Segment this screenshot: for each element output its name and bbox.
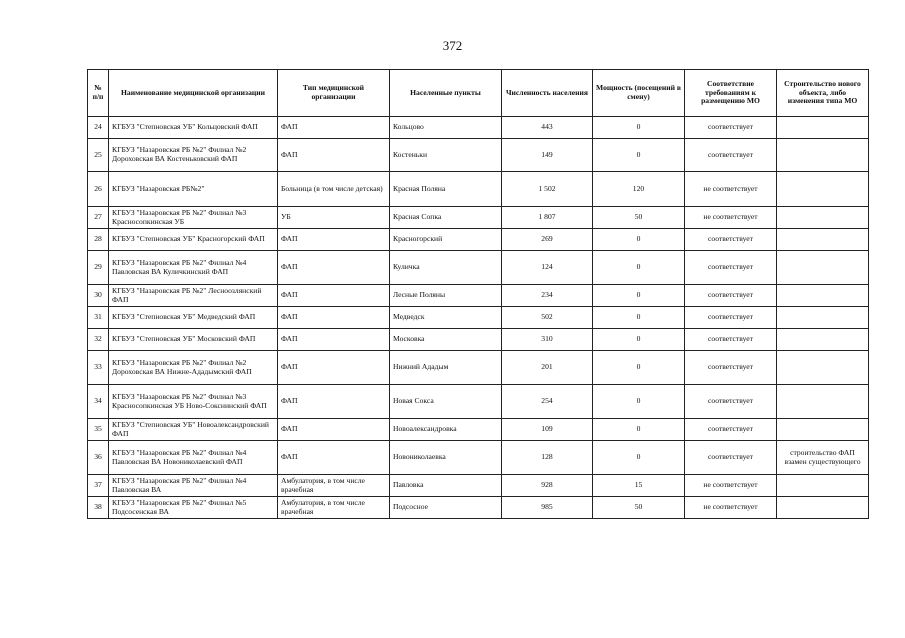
organization-type-cell: Больница (в том числе детская) [278, 172, 390, 207]
construction-cell [777, 172, 869, 207]
construction-cell [777, 307, 869, 329]
capacity-cell: 50 [593, 497, 685, 519]
organization-type-cell: ФАП [278, 419, 390, 441]
organization-type-cell: ФАП [278, 229, 390, 251]
row-number-cell: 34 [88, 385, 109, 419]
row-number-cell: 28 [88, 229, 109, 251]
table-row [88, 139, 869, 172]
population-cell: 124 [502, 251, 593, 285]
organization-name-cell: КГБУЗ "Степновская УБ" Новоалександровский ФАП [109, 419, 278, 441]
population-cell: 109 [502, 419, 593, 441]
construction-cell [777, 497, 869, 519]
row-number-cell: 35 [88, 419, 109, 441]
settlement-cell: Подсосное [390, 497, 502, 519]
compliance-cell: соответствует [685, 329, 777, 351]
capacity-cell: 0 [593, 229, 685, 251]
construction-cell [777, 139, 869, 172]
construction-cell [777, 351, 869, 385]
header-capacity: Мощность (посещений в смену) [593, 70, 685, 117]
compliance-cell: соответствует [685, 229, 777, 251]
row-number-cell: 27 [88, 207, 109, 229]
table-row [88, 419, 869, 441]
organization-type-cell: ФАП [278, 139, 390, 172]
row-number-cell: 36 [88, 441, 109, 475]
organization-name-cell: КГБУЗ "Назаровская РБ №2" Филиал №3 Красносопкинская УБ [109, 207, 278, 229]
compliance-cell: соответствует [685, 285, 777, 307]
population-cell: 310 [502, 329, 593, 351]
population-cell: 1 807 [502, 207, 593, 229]
settlement-cell: Костеньки [390, 139, 502, 172]
table-header-row [88, 70, 869, 117]
settlement-cell: Медведск [390, 307, 502, 329]
table-row [88, 307, 869, 329]
row-number-cell: 32 [88, 329, 109, 351]
organization-name-cell: КГБУЗ "Назаровская РБ №2" Филиал №2 Дороховская ВА Костеньковский ФАП [109, 139, 278, 172]
row-number-cell: 30 [88, 285, 109, 307]
organization-name-cell: КГБУЗ "Назаровская РБ №2" Филиал №4 Павловская ВА Новониколаевский ФАП [109, 441, 278, 475]
settlement-cell: Красная Сопка [390, 207, 502, 229]
table-row [88, 497, 869, 519]
organization-type-cell: ФАП [278, 385, 390, 419]
table-row [88, 172, 869, 207]
medical-organizations-table [87, 69, 869, 519]
row-number-cell: 33 [88, 351, 109, 385]
capacity-cell: 0 [593, 441, 685, 475]
capacity-cell: 50 [593, 207, 685, 229]
population-cell: 128 [502, 441, 593, 475]
organization-type-cell: Амбулатория, в том числе врачебная [278, 497, 390, 519]
organization-name-cell: КГБУЗ "Назаровская РБ №2" Филиал №4 Павловская ВА [109, 475, 278, 497]
compliance-cell: соответствует [685, 419, 777, 441]
settlement-cell: Кольцово [390, 117, 502, 139]
header-organization-name: Наименование медицинской организации [109, 70, 278, 117]
row-number-cell: 29 [88, 251, 109, 285]
table-row [88, 117, 869, 139]
construction-cell [777, 385, 869, 419]
compliance-cell: не соответствует [685, 497, 777, 519]
organization-type-cell: ФАП [278, 351, 390, 385]
organization-type-cell: ФАП [278, 251, 390, 285]
construction-cell [777, 329, 869, 351]
organization-name-cell: КГБУЗ "Назаровская РБ№2" [109, 172, 278, 207]
settlement-cell: Новониколаевка [390, 441, 502, 475]
settlement-cell: Павловка [390, 475, 502, 497]
row-number-cell: 38 [88, 497, 109, 519]
table-row [88, 329, 869, 351]
population-cell: 254 [502, 385, 593, 419]
table-row [88, 285, 869, 307]
compliance-cell: не соответствует [685, 172, 777, 207]
table-row [88, 229, 869, 251]
row-number-cell: 24 [88, 117, 109, 139]
population-cell: 234 [502, 285, 593, 307]
organization-name-cell: КГБУЗ "Степновская УБ" Московский ФАП [109, 329, 278, 351]
row-number-cell: 25 [88, 139, 109, 172]
header-population: Численность населения [502, 70, 593, 117]
construction-cell: строительство ФАП взамен существующего [777, 441, 869, 475]
organization-name-cell: КГБУЗ "Назаровская РБ №2" Филиал №3 Красносопкинская УБ Ново-Сокснинский ФАП [109, 385, 278, 419]
population-cell: 1 502 [502, 172, 593, 207]
settlement-cell: Новоалександровка [390, 419, 502, 441]
population-cell: 985 [502, 497, 593, 519]
capacity-cell: 0 [593, 385, 685, 419]
compliance-cell: соответствует [685, 441, 777, 475]
compliance-cell: соответствует [685, 307, 777, 329]
population-cell: 928 [502, 475, 593, 497]
organization-type-cell: ФАП [278, 329, 390, 351]
settlement-cell: Новая Сокса [390, 385, 502, 419]
capacity-cell: 0 [593, 351, 685, 385]
row-number-cell: 31 [88, 307, 109, 329]
table-body [88, 117, 869, 519]
organization-type-cell: ФАП [278, 117, 390, 139]
construction-cell [777, 475, 869, 497]
organization-name-cell: КГБУЗ "Назаровская РБ №2" Филиал №4 Павловская ВА Куличкинский ФАП [109, 251, 278, 285]
settlement-cell: Московка [390, 329, 502, 351]
organization-name-cell: КГБУЗ "Назаровская РБ №2" Филиал №5 Подсосенская ВА [109, 497, 278, 519]
construction-cell [777, 207, 869, 229]
compliance-cell: соответствует [685, 385, 777, 419]
capacity-cell: 0 [593, 419, 685, 441]
organization-name-cell: КГБУЗ "Степновская УБ" Кольцовский ФАП [109, 117, 278, 139]
construction-cell [777, 419, 869, 441]
capacity-cell: 0 [593, 285, 685, 307]
compliance-cell: не соответствует [685, 475, 777, 497]
table-row [88, 475, 869, 497]
row-number-cell: 37 [88, 475, 109, 497]
organization-type-cell: Амбулатория, в том числе врачебная [278, 475, 390, 497]
organization-name-cell: КГБУЗ "Степновская УБ" Медведский ФАП [109, 307, 278, 329]
construction-cell [777, 229, 869, 251]
organization-name-cell: КГБУЗ "Степновская УБ" Красногорский ФАП [109, 229, 278, 251]
capacity-cell: 15 [593, 475, 685, 497]
population-cell: 269 [502, 229, 593, 251]
compliance-cell: соответствует [685, 139, 777, 172]
table-row [88, 441, 869, 475]
header-construction: Строительство нового объекта, либо изменения типа МО [777, 70, 869, 117]
population-cell: 201 [502, 351, 593, 385]
organization-type-cell: УБ [278, 207, 390, 229]
construction-cell [777, 117, 869, 139]
compliance-cell: соответствует [685, 351, 777, 385]
settlement-cell: Красная Поляна [390, 172, 502, 207]
compliance-cell: соответствует [685, 117, 777, 139]
settlement-cell: Лесные Поляны [390, 285, 502, 307]
settlement-cell: Нижний Ададым [390, 351, 502, 385]
population-cell: 443 [502, 117, 593, 139]
capacity-cell: 0 [593, 329, 685, 351]
table-row [88, 351, 869, 385]
capacity-cell: 120 [593, 172, 685, 207]
settlement-cell: Красногорский [390, 229, 502, 251]
row-number-cell: 26 [88, 172, 109, 207]
table-row [88, 251, 869, 285]
capacity-cell: 0 [593, 117, 685, 139]
organization-type-cell: ФАП [278, 307, 390, 329]
header-organization-type: Тип медицинской организации [278, 70, 390, 117]
organization-type-cell: ФАП [278, 441, 390, 475]
header-number: № п/п [88, 70, 109, 117]
compliance-cell: соответствует [685, 251, 777, 285]
organization-name-cell: КГБУЗ "Назаровская РБ №2" Лесноозлянский ФАП [109, 285, 278, 307]
population-cell: 502 [502, 307, 593, 329]
header-settlements: Населенные пункты [390, 70, 502, 117]
organization-type-cell: ФАП [278, 285, 390, 307]
capacity-cell: 0 [593, 139, 685, 172]
table-row [88, 385, 869, 419]
table-row [88, 207, 869, 229]
header-compliance: Соответствие требованиям к размещению МО [685, 70, 777, 117]
settlement-cell: Куличка [390, 251, 502, 285]
capacity-cell: 0 [593, 307, 685, 329]
page-number: 372 [442, 38, 463, 53]
compliance-cell: не соответствует [685, 207, 777, 229]
organization-name-cell: КГБУЗ "Назаровская РБ №2" Филиал №2 Дороховская ВА Нижне-Ададымский ФАП [109, 351, 278, 385]
construction-cell [777, 285, 869, 307]
capacity-cell: 0 [593, 251, 685, 285]
construction-cell [777, 251, 869, 285]
population-cell: 149 [502, 139, 593, 172]
